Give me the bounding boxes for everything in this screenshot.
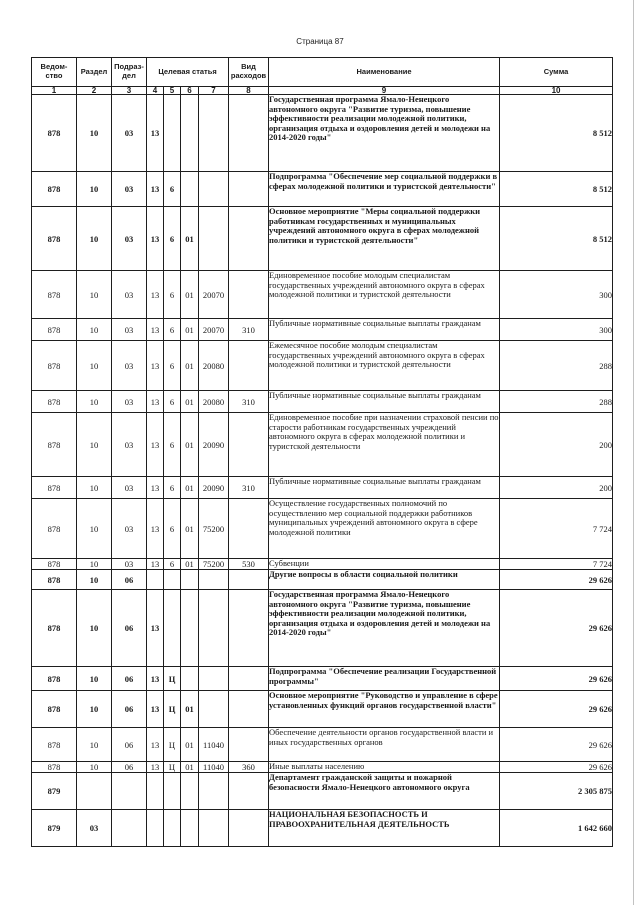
cell-vid-rashodov [229, 810, 269, 847]
cell-tselevaya-4: 11040 [199, 728, 229, 762]
table-row [32, 499, 613, 559]
cell-vid-rashodov: 310 [229, 391, 269, 413]
cell-summa: 300 [500, 271, 613, 319]
column-number: 9 [269, 87, 500, 95]
column-number: 8 [229, 87, 269, 95]
cell-tselevaya-4: 20080 [199, 391, 229, 413]
cell-vedomstvo: 878 [32, 477, 77, 499]
cell-podrazdel: 03 [112, 172, 147, 207]
cell-vedomstvo: 878 [32, 667, 77, 691]
cell-tselevaya-4 [199, 95, 229, 172]
cell-summa: 7 724 [500, 559, 613, 570]
table-row [32, 271, 613, 319]
table-row [32, 691, 613, 728]
header-podrazdel: Подраз- дел [112, 58, 147, 87]
cell-tselevaya-2: 6 [164, 499, 181, 559]
cell-vid-rashodov [229, 667, 269, 691]
cell-tselevaya-1: 13 [147, 762, 164, 773]
cell-tselevaya-1: 13 [147, 95, 164, 172]
cell-razdel: 10 [77, 341, 112, 391]
cell-tselevaya-3: 01 [181, 207, 199, 271]
table-row [32, 391, 613, 413]
cell-summa: 8 512 [500, 207, 613, 271]
cell-tselevaya-1 [147, 810, 164, 847]
cell-tselevaya-4 [199, 590, 229, 667]
cell-vid-rashodov: 310 [229, 319, 269, 341]
cell-tselevaya-1: 13 [147, 207, 164, 271]
table-row [32, 773, 613, 810]
cell-naimenovanie: Основное мероприятие "Руководство и управление в сфере установленных функций органов государственной власти" [269, 691, 500, 728]
cell-tselevaya-4 [199, 691, 229, 728]
cell-tselevaya-3 [181, 570, 199, 590]
cell-summa: 29 626 [500, 570, 613, 590]
cell-vedomstvo: 878 [32, 341, 77, 391]
cell-tselevaya-1 [147, 570, 164, 590]
cell-tselevaya-2: 6 [164, 341, 181, 391]
cell-tselevaya-4 [199, 667, 229, 691]
cell-podrazdel: 03 [112, 477, 147, 499]
cell-summa: 1 642 660 [500, 810, 613, 847]
cell-tselevaya-2 [164, 570, 181, 590]
cell-tselevaya-3 [181, 172, 199, 207]
cell-summa: 300 [500, 319, 613, 341]
cell-vedomstvo: 878 [32, 319, 77, 341]
cell-tselevaya-4: 75200 [199, 559, 229, 570]
cell-tselevaya-3: 01 [181, 691, 199, 728]
cell-vid-rashodov: 310 [229, 477, 269, 499]
cell-tselevaya-3 [181, 810, 199, 847]
budget-table [31, 57, 613, 847]
cell-vid-rashodov [229, 172, 269, 207]
cell-tselevaya-2: 6 [164, 207, 181, 271]
cell-tselevaya-4 [199, 810, 229, 847]
cell-podrazdel: 03 [112, 391, 147, 413]
cell-vid-rashodov: 360 [229, 762, 269, 773]
cell-razdel: 10 [77, 559, 112, 570]
cell-podrazdel: 03 [112, 271, 147, 319]
cell-vedomstvo: 878 [32, 207, 77, 271]
cell-naimenovanie: Публичные нормативные социальные выплаты гражданам [269, 391, 500, 413]
cell-vedomstvo: 878 [32, 499, 77, 559]
table-row [32, 570, 613, 590]
cell-tselevaya-4: 20070 [199, 319, 229, 341]
cell-tselevaya-3: 01 [181, 762, 199, 773]
cell-tselevaya-1: 13 [147, 728, 164, 762]
cell-vid-rashodov: 530 [229, 559, 269, 570]
cell-razdel: 10 [77, 762, 112, 773]
cell-podrazdel: 06 [112, 590, 147, 667]
cell-naimenovanie: Осуществление государственных полномочий по осуществлению мер социальной поддержки работников муниципальных учреждений автономного округа в сфере молодежной политики [269, 499, 500, 559]
cell-summa: 8 512 [500, 95, 613, 172]
cell-podrazdel: 06 [112, 762, 147, 773]
cell-razdel: 10 [77, 667, 112, 691]
cell-naimenovanie: Подпрограмма "Обеспечение реализации Государственной программы" [269, 667, 500, 691]
column-number: 5 [164, 87, 181, 95]
cell-tselevaya-3: 01 [181, 559, 199, 570]
cell-tselevaya-3: 01 [181, 391, 199, 413]
cell-summa: 7 724 [500, 499, 613, 559]
table-body [32, 95, 613, 847]
cell-tselevaya-1: 13 [147, 413, 164, 477]
table-row [32, 590, 613, 667]
column-number: 6 [181, 87, 199, 95]
cell-vid-rashodov [229, 499, 269, 559]
cell-vedomstvo: 878 [32, 271, 77, 319]
cell-razdel [77, 773, 112, 810]
cell-naimenovanie: Ежемесячное пособие молодым специалистам государственных учреждений автономного округа в сферах молодежной политики и туристской деятельности [269, 341, 500, 391]
cell-tselevaya-1: 13 [147, 559, 164, 570]
cell-vedomstvo: 878 [32, 391, 77, 413]
header-row [32, 58, 613, 87]
cell-podrazdel [112, 773, 147, 810]
cell-podrazdel: 06 [112, 667, 147, 691]
table-row [32, 341, 613, 391]
cell-tselevaya-4: 20090 [199, 477, 229, 499]
cell-razdel: 10 [77, 271, 112, 319]
cell-tselevaya-3: 01 [181, 499, 199, 559]
cell-naimenovanie: Государственная программа Ямало-Ненецкого автономного округа "Развитие туризма, повышение эффективности реализации молодежной политики, организация отдыха и оздоровления детей и молодежи на 2014-2020 годы" [269, 590, 500, 667]
cell-tselevaya-3 [181, 773, 199, 810]
cell-tselevaya-1: 13 [147, 477, 164, 499]
cell-tselevaya-1: 13 [147, 691, 164, 728]
cell-tselevaya-3: 01 [181, 413, 199, 477]
header-vedomstvo: Ведом- ство [32, 58, 77, 87]
cell-vedomstvo: 878 [32, 762, 77, 773]
cell-naimenovanie: Субвенции [269, 559, 500, 570]
cell-tselevaya-2: Ц [164, 667, 181, 691]
cell-vedomstvo: 878 [32, 570, 77, 590]
cell-vid-rashodov [229, 341, 269, 391]
cell-razdel: 10 [77, 570, 112, 590]
page-number: Страница 87 [296, 37, 344, 46]
cell-tselevaya-4: 11040 [199, 762, 229, 773]
cell-podrazdel: 03 [112, 95, 147, 172]
table-row [32, 667, 613, 691]
table-row [32, 728, 613, 762]
cell-podrazdel [112, 810, 147, 847]
cell-naimenovanie: Основное мероприятие "Меры социальной поддержки работникам государственных и муниципальных учреждений автономного округа в сферах молодежной политики и туристской деятельности" [269, 207, 500, 271]
cell-tselevaya-3 [181, 667, 199, 691]
cell-razdel: 10 [77, 172, 112, 207]
cell-naimenovanie: Единовременное пособие молодым специалистам государственных учреждений автономного округа в сферах молодежной политики и туристской деятельности [269, 271, 500, 319]
cell-tselevaya-1: 13 [147, 590, 164, 667]
cell-podrazdel: 03 [112, 207, 147, 271]
cell-vid-rashodov [229, 271, 269, 319]
cell-vedomstvo: 878 [32, 95, 77, 172]
scan-edge-line [633, 0, 634, 905]
cell-podrazdel: 03 [112, 341, 147, 391]
cell-vedomstvo: 878 [32, 413, 77, 477]
cell-razdel: 10 [77, 319, 112, 341]
cell-tselevaya-1: 13 [147, 341, 164, 391]
cell-tselevaya-4 [199, 570, 229, 590]
cell-tselevaya-2: 6 [164, 477, 181, 499]
cell-naimenovanie: Публичные нормативные социальные выплаты гражданам [269, 477, 500, 499]
cell-vid-rashodov [229, 413, 269, 477]
cell-vedomstvo: 878 [32, 559, 77, 570]
column-number: 2 [77, 87, 112, 95]
header-summa: Сумма [500, 58, 613, 87]
cell-podrazdel: 06 [112, 570, 147, 590]
cell-razdel: 03 [77, 810, 112, 847]
table-row [32, 172, 613, 207]
cell-tselevaya-3: 01 [181, 728, 199, 762]
column-number: 1 [32, 87, 77, 95]
cell-podrazdel: 03 [112, 499, 147, 559]
cell-tselevaya-2: Ц [164, 691, 181, 728]
cell-tselevaya-2: 6 [164, 319, 181, 341]
cell-podrazdel: 03 [112, 413, 147, 477]
cell-razdel: 10 [77, 477, 112, 499]
column-number: 10 [500, 87, 613, 95]
cell-summa: 8 512 [500, 172, 613, 207]
cell-naimenovanie: Государственная программа Ямало-Ненецкого автономного округа "Развитие туризма, повышение эффективности реализации молодежной политики, организация отдыха и оздоровления детей и молодежи на 2014-2020 годы" [269, 95, 500, 172]
cell-vedomstvo: 878 [32, 172, 77, 207]
cell-summa: 29 626 [500, 728, 613, 762]
cell-naimenovanie: Обеспечение деятельности органов государственной власти и иных государственных органов [269, 728, 500, 762]
cell-vid-rashodov [229, 570, 269, 590]
cell-tselevaya-1: 13 [147, 499, 164, 559]
cell-tselevaya-4 [199, 172, 229, 207]
table-row [32, 477, 613, 499]
cell-tselevaya-4: 20090 [199, 413, 229, 477]
cell-tselevaya-1: 13 [147, 391, 164, 413]
cell-vid-rashodov [229, 207, 269, 271]
cell-razdel: 10 [77, 691, 112, 728]
table-row [32, 207, 613, 271]
cell-summa: 29 626 [500, 590, 613, 667]
cell-vid-rashodov [229, 728, 269, 762]
cell-podrazdel: 06 [112, 691, 147, 728]
header-tselevaya-statya: Целевая статья [147, 58, 229, 87]
cell-razdel: 10 [77, 413, 112, 477]
cell-tselevaya-2 [164, 95, 181, 172]
cell-razdel: 10 [77, 728, 112, 762]
cell-naimenovanie: Единовременное пособие при назначении страховой пенсии по старости работникам государственных учреждений автономного округа в сферах молодежной политики и туристской деятельности [269, 413, 500, 477]
table-row [32, 413, 613, 477]
cell-tselevaya-2: 6 [164, 559, 181, 570]
cell-summa: 2 305 875 [500, 773, 613, 810]
cell-razdel: 10 [77, 95, 112, 172]
cell-tselevaya-2 [164, 590, 181, 667]
column-number-row [32, 87, 613, 95]
cell-vedomstvo: 878 [32, 691, 77, 728]
cell-naimenovanie: Публичные нормативные социальные выплаты гражданам [269, 319, 500, 341]
cell-tselevaya-3: 01 [181, 477, 199, 499]
cell-tselevaya-1: 13 [147, 319, 164, 341]
cell-naimenovanie: Иные выплаты населению [269, 762, 500, 773]
cell-tselevaya-2: Ц [164, 728, 181, 762]
header-naimenovanie: Наименование [269, 58, 500, 87]
cell-summa: 200 [500, 413, 613, 477]
cell-razdel: 10 [77, 499, 112, 559]
cell-tselevaya-2: Ц [164, 762, 181, 773]
cell-tselevaya-1 [147, 773, 164, 810]
cell-naimenovanie: Подпрограмма "Обеспечение мер социальной поддержки в сферах молодежной политики и туристской деятельности" [269, 172, 500, 207]
cell-razdel: 10 [77, 207, 112, 271]
cell-tselevaya-3: 01 [181, 341, 199, 391]
cell-podrazdel: 03 [112, 319, 147, 341]
table-row [32, 559, 613, 570]
cell-tselevaya-4 [199, 207, 229, 271]
cell-podrazdel: 06 [112, 728, 147, 762]
cell-tselevaya-4: 20080 [199, 341, 229, 391]
cell-podrazdel: 03 [112, 559, 147, 570]
cell-naimenovanie: НАЦИОНАЛЬНАЯ БЕЗОПАСНОСТЬ И ПРАВООХРАНИТЕЛЬНАЯ ДЕЯТЕЛЬНОСТЬ [269, 810, 500, 847]
cell-tselevaya-1: 13 [147, 172, 164, 207]
table-row [32, 95, 613, 172]
cell-tselevaya-2 [164, 810, 181, 847]
cell-tselevaya-2 [164, 773, 181, 810]
cell-summa: 288 [500, 391, 613, 413]
cell-tselevaya-2: 6 [164, 271, 181, 319]
cell-tselevaya-3: 01 [181, 271, 199, 319]
cell-tselevaya-4 [199, 773, 229, 810]
cell-summa: 29 626 [500, 691, 613, 728]
table-row [32, 762, 613, 773]
cell-tselevaya-1: 13 [147, 667, 164, 691]
cell-tselevaya-3 [181, 590, 199, 667]
table-row [32, 810, 613, 847]
header-vid-rashodov: Вид расходов [229, 58, 269, 87]
cell-tselevaya-1: 13 [147, 271, 164, 319]
cell-vedomstvo: 879 [32, 810, 77, 847]
cell-vedomstvo: 878 [32, 590, 77, 667]
cell-razdel: 10 [77, 391, 112, 413]
column-number: 7 [199, 87, 229, 95]
cell-razdel: 10 [77, 590, 112, 667]
cell-tselevaya-4: 75200 [199, 499, 229, 559]
cell-naimenovanie: Другие вопросы в области социальной политики [269, 570, 500, 590]
cell-summa: 29 626 [500, 667, 613, 691]
cell-tselevaya-2: 6 [164, 413, 181, 477]
cell-summa: 29 626 [500, 762, 613, 773]
cell-tselevaya-3 [181, 95, 199, 172]
cell-summa: 288 [500, 341, 613, 391]
cell-tselevaya-2: 6 [164, 172, 181, 207]
cell-tselevaya-2: 6 [164, 391, 181, 413]
cell-vid-rashodov [229, 590, 269, 667]
cell-vedomstvo: 879 [32, 773, 77, 810]
cell-tselevaya-4: 20070 [199, 271, 229, 319]
cell-vid-rashodov [229, 95, 269, 172]
cell-vedomstvo: 878 [32, 728, 77, 762]
cell-tselevaya-3: 01 [181, 319, 199, 341]
header-razdel: Раздел [77, 58, 112, 87]
cell-summa: 200 [500, 477, 613, 499]
table-row [32, 319, 613, 341]
cell-vid-rashodov [229, 773, 269, 810]
column-number: 3 [112, 87, 147, 95]
column-number: 4 [147, 87, 164, 95]
cell-vid-rashodov [229, 691, 269, 728]
cell-naimenovanie: Департамент гражданской защиты и пожарной безопасности Ямало-Ненецкого автономного округа [269, 773, 500, 810]
